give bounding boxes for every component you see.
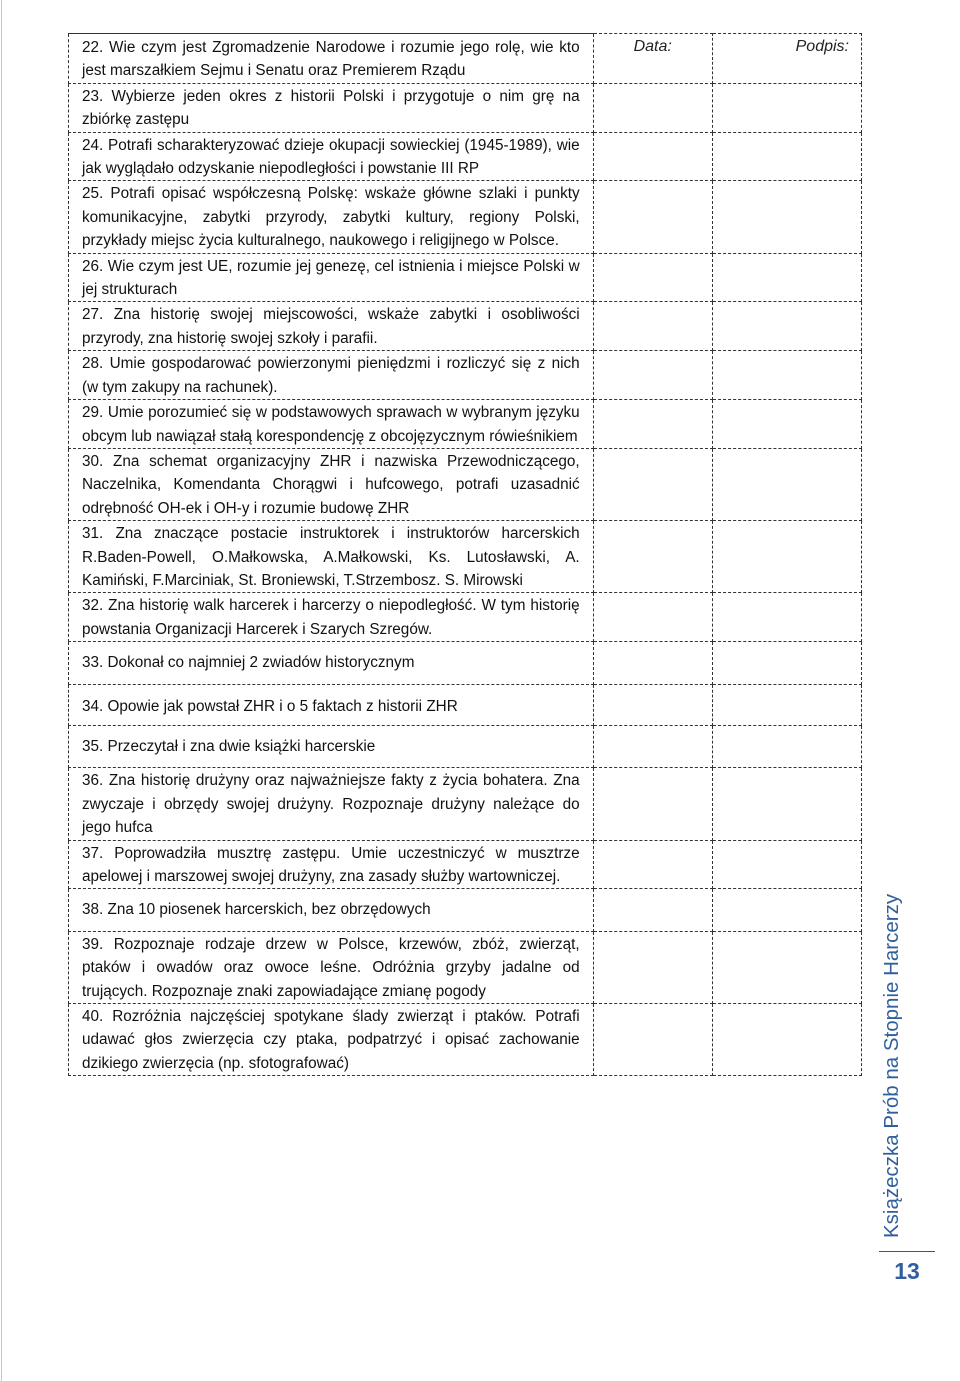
signature-field[interactable]: [712, 593, 861, 642]
signature-field[interactable]: [712, 840, 861, 889]
date-field[interactable]: [593, 1004, 712, 1076]
date-field[interactable]: [593, 768, 712, 840]
table-row: [69, 400, 862, 449]
signature-field[interactable]: [712, 725, 861, 767]
requirement-text: 37. Poprowadziła musztrę zastępu. Umie uczestniczyć w musztrze apelowej i marszowej swojej drużyny, zna zasady służby wartowniczej.: [82, 844, 580, 885]
requirement-cell: [69, 83, 594, 132]
requirement-text: 27. Zna historię swojej miejscowości, wskaże zabytki i osobliwości przyrody, zna historię swojej szkoły i parafii.: [82, 306, 580, 347]
requirement-cell: [69, 642, 594, 684]
date-field[interactable]: [593, 132, 712, 181]
date-field[interactable]: [593, 889, 712, 931]
requirement-cell: [69, 1004, 594, 1076]
requirement-cell: [69, 684, 594, 725]
requirement-cell: [69, 253, 594, 302]
requirement-cell: [69, 840, 594, 889]
date-field[interactable]: [593, 931, 712, 1003]
signature-field[interactable]: [712, 83, 861, 132]
signature-field[interactable]: [712, 768, 861, 840]
requirement-cell: [69, 132, 594, 181]
requirement-cell: [69, 593, 594, 642]
signature-field[interactable]: [712, 181, 861, 253]
requirement-text: 24. Potrafi scharakteryzować dzieje okupacji sowieckiej (1945-1989), wie jak wyglądało odzyskanie niepodległości i powstanie III RP: [82, 136, 580, 178]
table-row: [69, 181, 862, 253]
date-field[interactable]: [593, 642, 712, 684]
requirement-cell: [69, 889, 594, 931]
requirement-text: 40. Rozróżnia najczęściej spotykane ślady zwierząt i ptaków. Potrafi udawać głos zwierzęcia czy ptaka, podpatrzyć i opisać zachowanie dzikiego zwierzęcia (np. sfotografować): [82, 1008, 580, 1072]
requirement-cell: [69, 521, 594, 593]
requirement-text: 36. Zna historię drużyny oraz najważniejsze fakty z życia bohatera. Zna zwyczaje i obrzędy swojej drużyny. Rozpoznaje drużyny należące do jego hufca: [82, 772, 580, 837]
date-field[interactable]: [593, 302, 712, 351]
date-field[interactable]: [593, 521, 712, 593]
table-row: [69, 642, 862, 684]
requirement-text: 26. Wie czym jest UE, rozumie jej genezę, cel istnienia i miejsce Polski w jej strukturach: [82, 257, 580, 299]
date-field[interactable]: [593, 181, 712, 253]
date-field[interactable]: [593, 253, 712, 302]
requirement-cell: [69, 34, 594, 84]
requirement-text: 22. Wie czym jest Zgromadzenie Narodowe i rozumie jego rolę, wie kto jest marszałkiem Sejmu i Senatu oraz Premierem Rządu: [82, 39, 580, 80]
date-field[interactable]: [593, 684, 712, 725]
date-field[interactable]: [593, 593, 712, 642]
booklet-title: Książeczka Prób na Stopnie Harcerzy: [880, 893, 903, 1238]
date-field[interactable]: [593, 725, 712, 767]
signature-field[interactable]: [712, 889, 861, 931]
requirement-text: 38. Zna 10 piosenek harcerskich, bez obrzędowych: [82, 901, 431, 919]
table-row: [69, 593, 862, 642]
table-row: [69, 521, 862, 593]
date-field[interactable]: [593, 840, 712, 889]
signature-field[interactable]: [712, 253, 861, 302]
table-row: [69, 34, 862, 84]
requirement-cell: [69, 302, 594, 351]
signature-field[interactable]: [712, 521, 861, 593]
page-number: 13: [894, 1258, 920, 1284]
date-field[interactable]: [593, 351, 712, 400]
requirements-table: [68, 33, 862, 1076]
table-row: [69, 1004, 862, 1076]
requirement-cell: [69, 400, 594, 449]
signature-column-header: Podpis:: [712, 34, 861, 84]
requirement-text: 29. Umie porozumieć się w podstawowych sprawach w wybranym języku obcym lub nawiązał stałą korespondencję z obcojęzycznym rówieśnikiem: [82, 404, 580, 445]
table-row: [69, 351, 862, 400]
data-column-header: Data:: [593, 34, 712, 84]
table-row: [69, 889, 862, 931]
requirement-text: 28. Umie gospodarować powierzonymi pieniędzmi i rozliczyć się z nich (w tym zakupy na rachunek).: [82, 355, 580, 396]
requirement-text: 34. Opowie jak powstał ZHR i o 5 faktach z historii ZHR: [82, 697, 458, 715]
requirement-text: 39. Rozpoznaje rodzaje drzew w Polsce, krzewów, zbóż, zwierząt, ptaków i owadów oraz owoce leśne. Odróżnia grzyby jadalne od trujących. Rozpoznaje znaki zapowiadające zmianę pogody: [82, 935, 580, 1000]
table-row: [69, 302, 862, 351]
signature-field[interactable]: [712, 448, 861, 520]
requirement-text: 23. Wybierze jeden okres z historii Polski i przygotuje o nim grę na zbiórkę zastępu: [82, 87, 580, 129]
date-field[interactable]: [593, 83, 712, 132]
table-row: [69, 132, 862, 181]
table-row: [69, 684, 862, 725]
table-row: [69, 83, 862, 132]
requirement-text: 35. Przeczytał i zna dwie książki harcerskie: [82, 737, 376, 755]
requirement-cell: [69, 725, 594, 767]
requirement-text: 25. Potrafi opisać współczesną Polskę: wskaże główne szlaki i punkty komunikacyjne, zabytki przyrody, zabytki kultury, regiony Polski, przykłady miejsc życia kulturalnego, naukowego i religijnego w Polsce.: [82, 185, 580, 250]
table-row: [69, 840, 862, 889]
date-field[interactable]: [593, 448, 712, 520]
signature-field[interactable]: [712, 1004, 861, 1076]
signature-field[interactable]: [712, 931, 861, 1003]
signature-field[interactable]: [712, 400, 861, 449]
page-number-rule: [879, 1251, 935, 1252]
requirement-text: 33. Dokonał co najmniej 2 zwiadów historycznym: [82, 654, 415, 672]
table-row: [69, 768, 862, 840]
requirement-cell: [69, 448, 594, 520]
requirement-text: 30. Zna schemat organizacyjny ZHR i nazwiska Przewodniczącego, Naczelnika, Komendanta Chorągwi i hufcowego, potrafi uzasadnić odrębność OH-ek i OH-y i rozumie budowę ZHR: [82, 452, 580, 517]
table-row: [69, 725, 862, 767]
table-row: [69, 448, 862, 520]
requirement-cell: [69, 768, 594, 840]
requirement-cell: [69, 351, 594, 400]
signature-field[interactable]: [712, 684, 861, 725]
signature-field[interactable]: [712, 132, 861, 181]
requirement-text: 32. Zna historię walk harcerek i harcerzy o niepodległość. W tym historię powstania Organizacji Harcerek i Szarych Szregów.: [82, 597, 580, 638]
date-field[interactable]: [593, 400, 712, 449]
page-edge-line: [1, 0, 2, 1381]
signature-field[interactable]: [712, 351, 861, 400]
table-row: [69, 253, 862, 302]
requirement-cell: [69, 181, 594, 253]
requirement-cell: [69, 931, 594, 1003]
signature-field[interactable]: [712, 642, 861, 684]
table-row: [69, 931, 862, 1003]
requirement-text: 31. Zna znaczące postacie instruktorek i instruktorów harcerskich R.Baden-Powell, O.Małkowska, A.Małkowski, Ks. Lutosławski, A. Kamiński, F.Marciniak, St. Broniewski, T.Strzembosz. S. Mirowski: [82, 525, 580, 589]
signature-field[interactable]: [712, 302, 861, 351]
